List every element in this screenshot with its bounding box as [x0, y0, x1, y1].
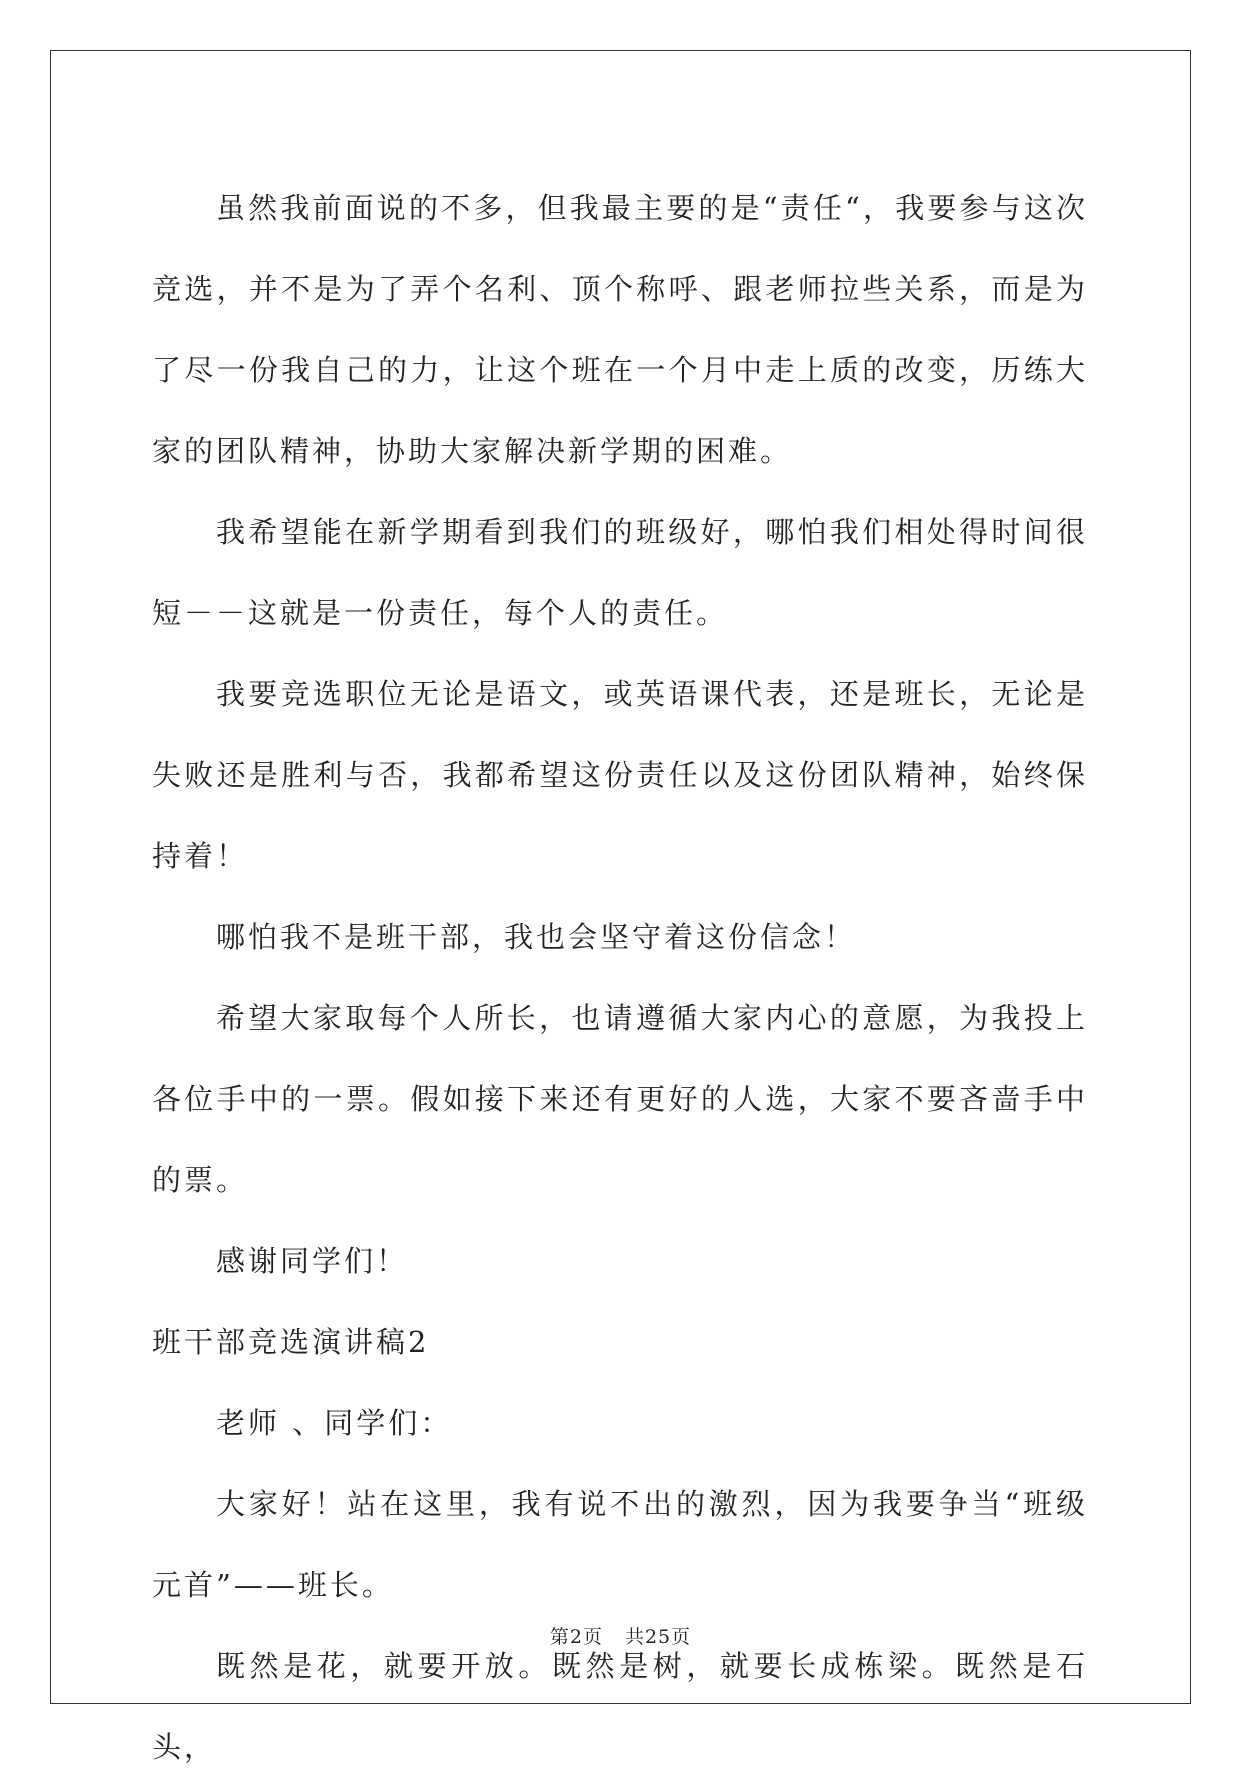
paragraph: 哪怕我不是班干部，我也会坚守着这份信念！	[216, 920, 857, 954]
paragraph: 我要竞选职位无论是语文，或英语课代表，还是班长，无论是失败还是胜利与否，我都希望这份责任以及这份团队精神，始终保持着！	[152, 677, 1088, 873]
page-total: 共25页	[624, 1626, 692, 1648]
paragraph: 感谢同学们！	[216, 1244, 409, 1278]
document-body	[152, 168, 1088, 1788]
paragraph: 老师 、同学们：	[216, 1406, 453, 1440]
page-number: 第2页	[549, 1626, 603, 1648]
paragraph: 我希望能在新学期看到我们的班级好，哪怕我们相处得时间很短－－这就是一份责任，每个人的责任。	[152, 515, 1088, 630]
section-title: 班干部竞选演讲稿2	[152, 1325, 430, 1359]
paragraph: 希望大家取每个人所长，也请遵循大家内心的意愿，为我投上各位手中的一票。假如接下来还有更好的人选，大家不要吝啬手中的票。	[152, 1001, 1088, 1197]
paragraph: 虽然我前面说的不多，但我最主要的是“责任“，我要参与这次竞选，并不是为了弄个名利、顶个称呼、跟老师拉些关系，而是为了尽一份我自己的力，让这个班在一个月中走上质的改变，历练大家的团队精神，协助大家解决新学期的困难。	[152, 191, 1088, 468]
paragraph: 既然是花，就要开放。既然是树，就要长成栋梁。既然是石头，	[152, 1649, 1088, 1764]
paragraph: 大家好！站在这里，我有说不出的激烈，因为我要争当“班级元首”——班长。	[152, 1487, 1088, 1602]
page-footer	[0, 1622, 1241, 1649]
